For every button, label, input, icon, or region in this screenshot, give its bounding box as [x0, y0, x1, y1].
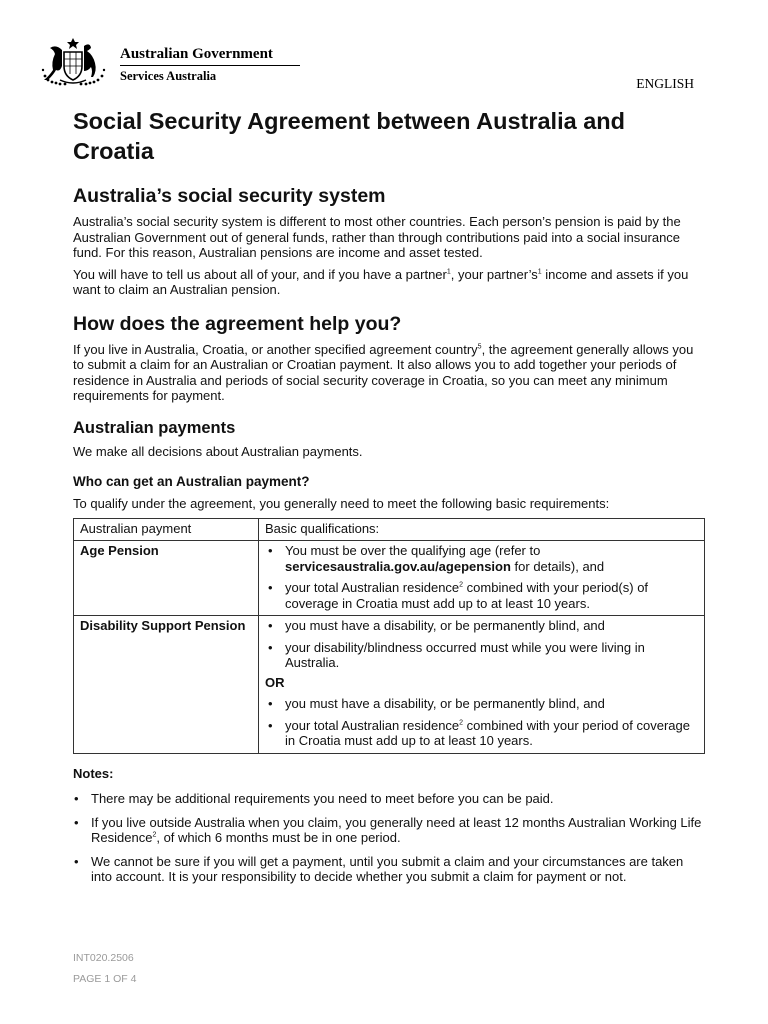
page-number: PAGE 1 OF 4 — [73, 973, 137, 985]
list-item: • There may be additional requirements you need to meet before you can be paid. — [74, 791, 554, 806]
list-item: • your disability/blindness occurred must while you were living in Australia. — [268, 639, 645, 670]
bullet-icon: • — [74, 791, 79, 806]
qualifications-table — [73, 518, 705, 754]
logo-divider — [120, 65, 300, 66]
main-content — [73, 106, 705, 893]
bullet-icon: • — [74, 814, 79, 830]
document-code: INT020.2506 — [73, 952, 134, 964]
section-heading-payments: Australian payments — [73, 418, 236, 437]
section-heading-agreement: How does the agreement help you? — [73, 312, 402, 335]
qualifications-cell — [259, 616, 705, 754]
list-item: • you must have a disability, or be permanently blind, and — [268, 618, 605, 633]
bullet-icon: • — [268, 580, 273, 595]
paragraph-system: Australia’s social security system is different to most other countries. Each person’s pension is paid by the Australian Government out of general funds, rather than through contributions paid into a social insurance fund. For this reason, Australian pensions are income and asset tested. — [73, 214, 681, 260]
list-item: • We cannot be sure if you will get a payment, until you submit a claim and your circumstances are taken into account. It is your responsibility to decide whether you submit a claim for payment or not. — [74, 853, 684, 884]
agepension-link-text: servicesaustralia.gov.au/agepension — [285, 558, 511, 574]
government-logo — [40, 36, 273, 88]
table-header-payment: Australian payment — [74, 518, 259, 541]
notes-title: Notes: — [73, 765, 114, 781]
bullet-icon: • — [74, 853, 79, 869]
bullet-icon: • — [268, 639, 273, 655]
list-item: • If you live outside Australia when you claim, you generally need at least 12 months Australian Working Life Residence$^2$, of which 6 months must be in one period. — [74, 814, 702, 845]
table-row — [74, 541, 705, 616]
qualifications-cell — [259, 541, 705, 616]
section-heading-social-security: Australia’s social security system — [73, 185, 386, 207]
list-item: • you must have a disability, or be permanently blind, and — [268, 696, 605, 711]
list-item: • You must be over the qualifying age (refer to servicesaustralia.gov.au/agepension for details), and — [268, 543, 605, 574]
bullet-icon: • — [268, 543, 273, 558]
table-header-qualifications: Basic qualifications: — [259, 518, 705, 541]
subheading-who-can-get: Who can get an Australian payment? — [73, 474, 310, 489]
payment-name-age-pension: Age Pension — [74, 541, 259, 616]
or-separator: OR — [265, 674, 285, 690]
bullet-icon: • — [268, 696, 273, 711]
table-header-row — [74, 518, 705, 541]
agency-name: Services Australia — [120, 69, 217, 83]
paragraph-partner: You will have to tell us about all of your, and if you have a partner$^1$, your $partner’s^1$ income and assets if you want to claim an Australian pension. — [73, 266, 689, 297]
coat-of-arms-icon — [40, 36, 114, 88]
notes-list — [73, 791, 705, 885]
payment-name-disability-support: Disability Support Pension — [74, 616, 259, 754]
language-label: ENGLISH — [636, 76, 694, 91]
bullet-icon: • — [268, 618, 273, 633]
paragraph-qualify: To qualify under the agreement, you generally need to meet the following basic requirements: — [73, 496, 610, 511]
paragraph-agreement: If you live in Australia, Croatia, or another specified agreement country$^5$, the agreement generally allows you to submit a claim for an Australian or Croatian payment. It also allows you to add together your periods of residence in Australia and periods of social security coverage in Croatia, so you can meet any minimum requirements for payment. — [73, 341, 694, 403]
page-title: Social Security Agreement between Australia and Croatia — [73, 108, 625, 164]
paragraph-decisions: We make all decisions about Australian payments. — [73, 443, 363, 459]
bullet-icon: • — [268, 717, 273, 733]
government-name: Australian Government — [120, 46, 273, 62]
table-row — [74, 616, 705, 754]
list-item: • your total Australian residence$^2$ combined with your period(s) of coverage in Croatia must add up to at least 10 years. — [268, 580, 649, 611]
list-item: • your total Australian residence$^2$ combined with your period of coverage in Croatia must add up to at least 10 years. — [268, 717, 690, 748]
